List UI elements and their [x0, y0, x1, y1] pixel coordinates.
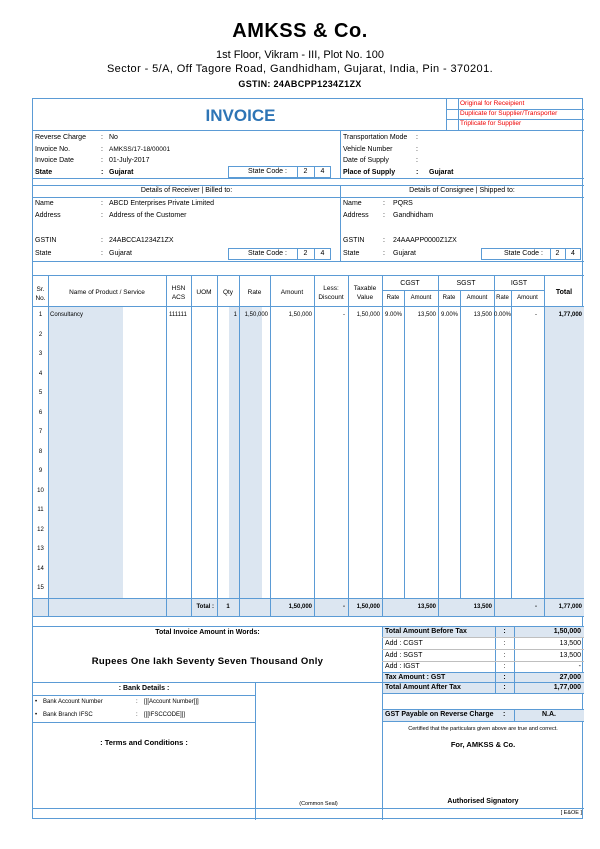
row-discount: -	[343, 312, 345, 318]
state-code-label: State Code :	[248, 168, 287, 175]
row-sgst-rate: 9.00%	[440, 312, 458, 318]
copy-label-original: Original for Receipient	[460, 100, 525, 107]
totals-taxable: 1,50,000	[356, 604, 380, 610]
table-row-sr: 4	[38, 371, 43, 377]
summary-value-cgst: 13,500	[559, 640, 581, 647]
summary-label: Total Amount Before Tax	[385, 628, 467, 635]
totals-amount: 1,50,000	[288, 604, 312, 610]
col-header-hsn: HSN ACS	[171, 285, 186, 301]
consignee-address: Gandhidham	[393, 212, 434, 219]
col-header-sgst: SGST	[456, 280, 476, 287]
table-row-sr: 2	[38, 332, 43, 338]
qty-column-shade	[229, 306, 262, 598]
col-header-igst: IGST	[510, 280, 528, 287]
summary-value-before-tax: 1,50,000	[553, 628, 581, 635]
consignee-gstin: 24AAAPP0000Z1ZX	[393, 237, 457, 244]
receiver-state: Gujarat	[109, 250, 132, 257]
bullet-icon: •	[35, 699, 38, 705]
for-company: For, AMKSS & Co.	[450, 740, 516, 749]
col-header-cgst: CGST	[400, 280, 420, 287]
summary-value-igst: -	[578, 663, 581, 670]
totals-qty: 1	[226, 604, 230, 610]
company-address-line2: Sector - 5/A, Off Tagore Road, Gandhidham, Gujarat, India, Pin - 370201.	[106, 63, 494, 75]
common-seal: (Common Seal)	[299, 801, 338, 807]
bullet-icon: •	[35, 712, 38, 718]
receiver-address: Address of the Customer	[109, 212, 187, 219]
row-cgst-rate: 9.00%	[384, 312, 402, 318]
company-name: AMKSS & Co.	[232, 20, 368, 42]
table-row-sr: 6	[38, 410, 43, 416]
state-value: Gujarat	[109, 168, 134, 176]
eoe-label: [ E&OE ]	[560, 810, 582, 816]
row-qty: 1	[233, 312, 237, 318]
totals-grand: 1,77,000	[558, 604, 582, 610]
row-taxable: 1,50,000	[356, 312, 380, 318]
table-row-sr: 8	[38, 449, 43, 455]
product-column-shade	[48, 306, 123, 598]
bank-account-number: [[[Account Number]]]	[144, 699, 199, 705]
total-column-shade	[544, 306, 584, 598]
totals-discount: -	[343, 604, 345, 610]
row-igst-amount: -	[535, 312, 537, 318]
table-row-sr: 14	[37, 566, 44, 572]
certification-text: Certified that the particulars given above are true and correct.	[408, 726, 558, 732]
invoice-frame: INVOICE Original for Receipient Duplicate for Supplier/Transporter Triplicate for Supplier Reverse Charge Invoice No. Invoice Date State : : : : No AMKSS/17-18/00001 01-July-2017 Gujarat State Code : 2 4 Transportation Mode Vehicle Number Date of Supply Place of Supply : : : : Gujarat Details of Receiver | Billed to: Details of Consignee | Shipped to: Name : ABCD Enterprises Private Limited Address : Address of the Customer GSTIN : 24ABCCA1234Z1ZX State : Gujarat State Code : 2 4 Name : PQRS Address : Gandhidham GSTIN : 24AAAPP0000Z1ZX State : Gujarat State Code : 2 4 Sr. No. Name of Product / Service HSN ACS UOM Qty Rate Amount Less: Discount Taxable Value CGST SGST IGST Rate Amount Rate Amount Rate Amount Total 1 Consultancy 111111 1 1,50,000 1,50,000 - 1,50,000 9.00% 13,500 9.00% 13,500 0.00% - 1,77,000 2 3 4 5 6 7 8 9 10 11 12 13 14 15 Total : 1 1,50,000 - 1,50,000 13,500 13,500 - 1,77,000 Total Invoice Amount in Words: Rupees One lakh Seventy Seven Thousand Only Total Amount Before Tax : 1,50,000 Add : CGST : 13,500 Add : SGST : 13,500 Add : IGST : - Tax Amount : GST : 27,000 Total Amount After Tax : 1,77,000 GST Payable on Reverse Charge : N.A. : Bank Details : • Bank Account Number : [[[Account Number]]] • Bank Branch IFSC : [[[IFSCCODE]]] : Terms and Conditions : (Common Seal) Certified that the particulars given above are true and correct. For, AMKSS & Co. Authorised Signatory [ E&OE ]	[32, 98, 583, 819]
company-gstin: GSTIN: 24ABCPP1234Z1ZX	[238, 79, 362, 89]
invoice-date-value: 01-July-2017	[109, 157, 150, 164]
authorised-signatory: Authorised Signatory	[447, 798, 519, 805]
col-header-uom: UOM	[196, 289, 212, 296]
col-header-qty: Qty	[222, 289, 234, 296]
invoice-title: INVOICE	[205, 106, 276, 125]
col-header-sr: Sr. No.	[35, 286, 46, 302]
row-sgst-amount: 13,500	[473, 312, 492, 318]
table-row-sr: 5	[38, 390, 43, 396]
row-cgst-amount: 13,500	[417, 312, 436, 318]
meta-left-seps: : : : :	[101, 134, 104, 176]
meta-right-values	[429, 132, 454, 178]
col-header-taxable: Taxable Value	[353, 285, 377, 301]
consignee-heading: Details of Consignee | Shipped to:	[409, 187, 515, 194]
row-hsn: 111111	[169, 312, 187, 318]
meta-right-seps: : : : :	[416, 134, 419, 176]
place-of-supply-value: Gujarat	[429, 168, 454, 176]
col-header-total: Total	[555, 289, 573, 296]
table-row-sr: 9	[38, 468, 43, 474]
summary-label: Add : SGST	[385, 652, 423, 659]
table-row-sr: 13	[37, 546, 44, 552]
summary-value-gst: 27,000	[559, 674, 581, 681]
table-row-sr: 7	[38, 429, 43, 435]
amount-in-words-heading: Total Invoice Amount in Words:	[155, 629, 260, 636]
bank-ifsc: [[[IFSCCODE]]]	[144, 712, 186, 718]
table-row-sr: 1	[38, 312, 43, 318]
col-header-product: Name of Product / Service	[69, 289, 145, 296]
totals-sgst: 13,500	[473, 604, 492, 610]
consignee-name: PQRS	[393, 200, 413, 207]
totals-igst: -	[535, 604, 537, 610]
table-row-sr: 15	[37, 585, 44, 591]
table-row-sr: 11	[37, 507, 44, 513]
totals-label: Total :	[196, 604, 214, 610]
table-row-sr: 10	[37, 488, 44, 494]
meta-left-values	[109, 132, 170, 178]
summary-value-after-tax: 1,77,000	[553, 684, 581, 691]
meta-left-labels: Reverse Charge Invoice No. Invoice Date State	[35, 134, 86, 176]
table-row-sr: 12	[37, 527, 44, 533]
state-code-digit: 4	[320, 168, 325, 175]
summary-label: Total Amount After Tax	[385, 684, 461, 691]
row-rate: 1,50,000	[244, 312, 268, 318]
meta-right-labels: Transportation Mode Vehicle Number Date of Supply Place of Supply	[343, 134, 408, 176]
receiver-name: ABCD Enterprises Private Limited	[109, 200, 215, 207]
col-header-discount: Less: Discount	[318, 285, 344, 301]
totals-cgst: 13,500	[417, 604, 436, 610]
amount-in-words: Rupees One lakh Seventy Seven Thousand Only	[91, 656, 324, 667]
table-row-sr: 3	[38, 351, 43, 357]
state-code-digit: 2	[303, 168, 308, 175]
receiver-heading: Details of Receiver | Billed to:	[140, 187, 233, 194]
col-header-amount: Amount	[280, 289, 304, 296]
receiver-gstin: 24ABCCA1234Z1ZX	[109, 237, 174, 244]
bank-details-heading: : Bank Details :	[118, 685, 170, 692]
copy-label-triplicate: Triplicate for Supplier	[460, 120, 522, 127]
reverse-charge-label: GST Payable on Reverse Charge	[385, 711, 494, 718]
row-total: 1,77,000	[558, 312, 582, 318]
summary-label: Add : IGST	[385, 663, 420, 670]
row-amount: 1,50,000	[288, 312, 312, 318]
row-igst-rate: 0.00%	[494, 312, 512, 318]
summary-label: Tax Amount : GST	[385, 674, 446, 681]
company-address-line1: 1st Floor, Vikram - III, Plot No. 100	[216, 49, 384, 61]
row-product: Consultancy	[50, 312, 84, 318]
summary-value-sgst: 13,500	[559, 652, 581, 659]
reverse-charge-gst-value: N.A.	[542, 711, 556, 718]
copy-label-duplicate: Duplicate for Supplier/Transporter	[460, 110, 558, 117]
reverse-charge-value: No	[109, 134, 118, 141]
consignee-state: Gujarat	[393, 250, 416, 257]
invoice-number-value: AMKSS/17-18/00001	[109, 145, 171, 153]
terms-heading: : Terms and Conditions :	[100, 738, 188, 747]
col-header-rate: Rate	[247, 289, 262, 296]
summary-label: Add : CGST	[385, 640, 423, 647]
